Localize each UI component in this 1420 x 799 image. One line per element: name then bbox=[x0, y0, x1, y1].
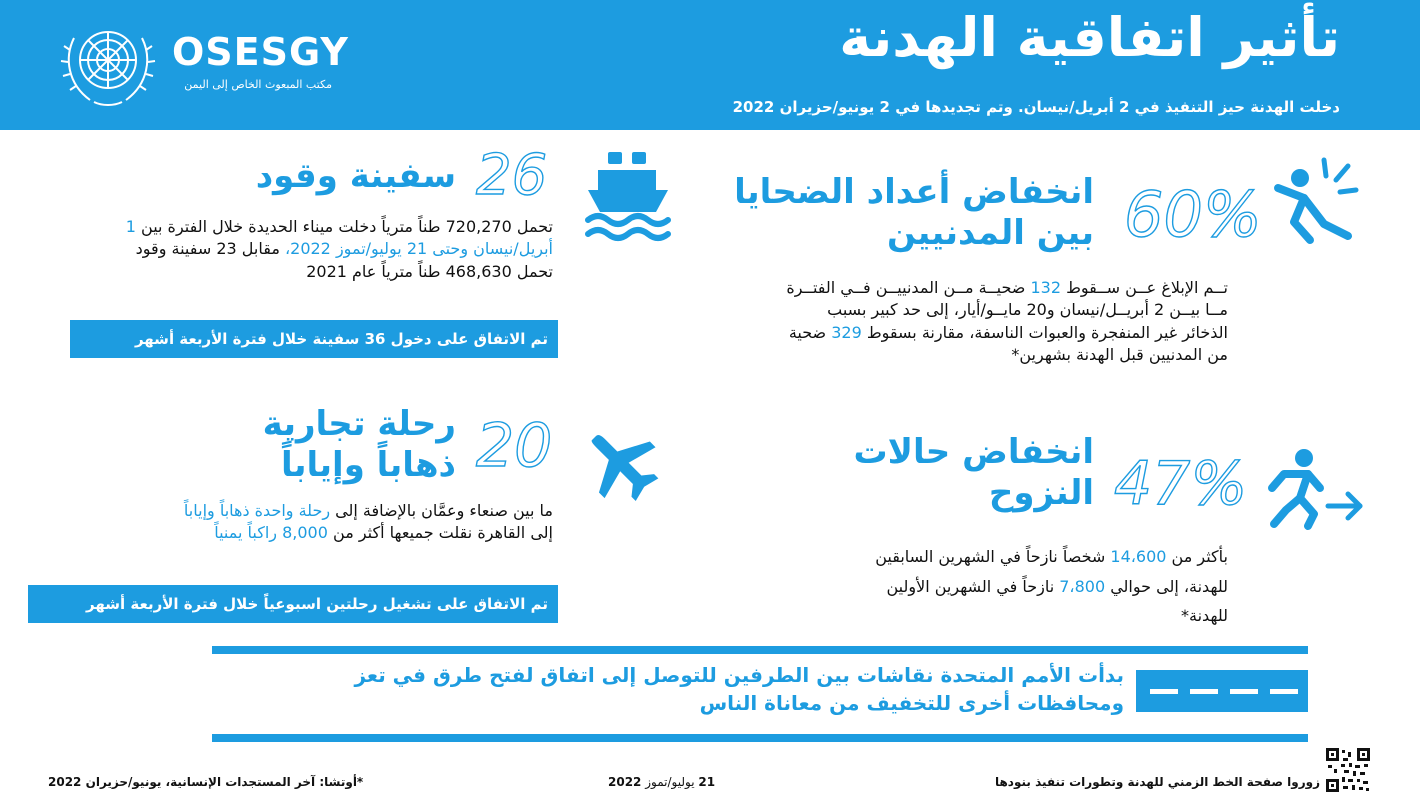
logo-subtext: مكتب المبعوث الخاص إلى اليمن bbox=[184, 78, 332, 91]
header-bar bbox=[0, 0, 1420, 130]
ships-title: سفينة وقود bbox=[255, 156, 456, 196]
svg-text:60%: 60% bbox=[1124, 178, 1262, 251]
road-dash bbox=[1190, 689, 1218, 694]
flights-title bbox=[263, 404, 456, 487]
roads-text-line1: بدأت الأمم المتحدة نقاشات بين الطرفين للتوصل إلى اتفاق لفتح طرق في تعز bbox=[354, 663, 1124, 687]
road-dash bbox=[1230, 689, 1258, 694]
flights-banner: تم الاتفاق على تشغيل رحلتين اسبوعياً خلال فترة الأربعة أشهر bbox=[28, 585, 558, 623]
ships-number bbox=[472, 140, 562, 208]
flights-number bbox=[472, 408, 562, 481]
casualties-title-line2: بين المدنيين bbox=[886, 213, 1094, 254]
ships-banner: تم الاتفاق على دخول 36 سفينة خلال فترة الأربعة أشهر bbox=[70, 320, 558, 358]
flights-text: ما بين صنعاء وعمَّان بالإضافة إلى رحلة واحدة ذهاباً وإياباً إلى القاهرة نقلت جميعها أكثر من 8,000 راكباً يمنياً bbox=[183, 501, 553, 543]
road-dash bbox=[1270, 689, 1298, 694]
displacement-title-line1: انخفاض حالات bbox=[853, 432, 1094, 472]
page-subtitle: دخلت الهدنة حيز التنفيذ في 2 أبريل/نيسان. وتم تجديدها في 2 يونيو/حزيران 2022 bbox=[732, 98, 1340, 116]
footer-source: *أوتشا: آخر المستجدات الإنسانية، يونيو/حزيران 2022 bbox=[48, 775, 364, 789]
airplane-icon bbox=[580, 424, 666, 510]
svg-text:47%: 47% bbox=[1114, 449, 1248, 519]
flights-title-line2: ذهاباً وإياباً bbox=[280, 445, 456, 486]
flights-title-line1: رحلة تجارية bbox=[262, 404, 456, 444]
displacement-title bbox=[854, 432, 1095, 515]
svg-text:26: 26 bbox=[476, 143, 548, 208]
displacement-title-line2: النزوح bbox=[988, 473, 1094, 514]
road-line-top bbox=[212, 646, 1308, 654]
timeline-link[interactable]: زوروا صفحة الخط الزمني للهدنة وتطورات تنفيذ بنودها bbox=[994, 775, 1320, 789]
displacement-number bbox=[1110, 440, 1248, 519]
logo-text: OSESGY bbox=[172, 30, 349, 74]
roads-text-line2: ومحافظات أخرى للتخفيف من معاناة الناس bbox=[699, 690, 1124, 715]
footer-date: 21 يوليو/تموز 2022 bbox=[608, 775, 716, 789]
un-emblem-icon bbox=[58, 18, 158, 110]
page-title: تأثير اتفاقية الهدنة bbox=[839, 6, 1340, 69]
falling-person-icon bbox=[1264, 154, 1364, 244]
road-dash bbox=[1150, 689, 1178, 694]
road-icon bbox=[1136, 670, 1308, 712]
casualties-text: تــم الإبلاغ عــن ســقوط 132 ضحيــة مــن المدنييــن فــي الفتــرة مــا بيــن 2 أبريــل/نيسان و20 مايــو/أيار، إلى حد كبير بسبب الذخائر غير المنفجرة والعبوات الناسفة، مقارنة بسقوط 329 ضحية من المدنيين قبل الهدنة بشهرين* bbox=[786, 278, 1228, 365]
casualties-title-line1: انخفاض أعداد الضحايا bbox=[734, 172, 1094, 212]
svg-text:20: 20 bbox=[476, 411, 553, 481]
displacement-text: بأكثر من 14،600 شخصاً نازحاً في الشهرين السابقين للهدنة، إلى حوالي 7،800 نازحاً في الشهرين الأولين للهدنة* bbox=[875, 547, 1228, 626]
ships-text: تحمل 720,270 طناً مترياً دخلت ميناء الحديدة خلال الفترة بين 1 أبريل/نيسان وحتى 21 يوليو/تموز 2022، مقابل 23 سفينة وقود تحمل 468,630 طناً مترياً عام 2021 bbox=[125, 217, 553, 281]
qr-code-icon[interactable] bbox=[1326, 748, 1370, 792]
road-line-bottom bbox=[212, 734, 1308, 742]
casualties-title bbox=[734, 172, 1094, 255]
ship-icon bbox=[584, 150, 672, 240]
casualties-number bbox=[1120, 170, 1262, 251]
running-person-icon bbox=[1264, 448, 1366, 528]
roads-text bbox=[354, 662, 1124, 717]
